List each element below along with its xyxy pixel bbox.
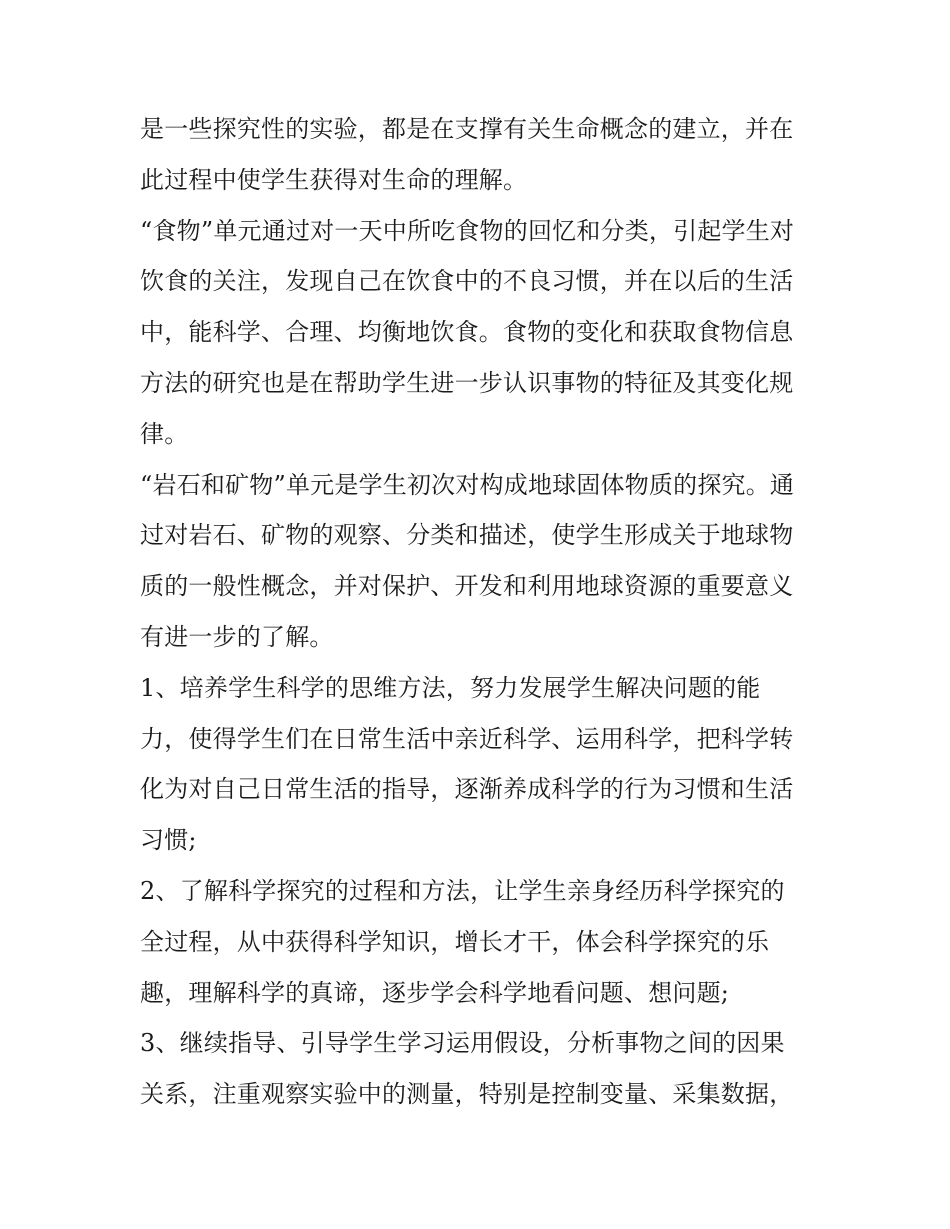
text-line: 饮食的关注，发现自己在饮食中的不良习惯，并在以后的生活 xyxy=(140,267,794,296)
text-line: “食物”单元通过对一天中所吃食物的回忆和分类，引起学生对 xyxy=(140,216,795,245)
text-line: 方法的研究也是在帮助学生进一步认识事物的特征及其变化规 xyxy=(140,368,794,397)
text-line: 趣，理解科学的真谛，逐步学会科学地看问题、想问题; xyxy=(140,978,730,1007)
text-line: 力，使得学生们在日常生活中亲近科学、运用科学，把科学转 xyxy=(140,724,794,753)
text-line: 关系，注重观察实验中的测量，特别是控制变量、采集数据， xyxy=(140,1080,794,1109)
text-line: 律。 xyxy=(140,419,189,448)
text-line: 1、培养学生科学的思维方法，努力发展学生解决问题的能 xyxy=(140,673,761,702)
text-line: 是一些探究性的实验，都是在支撑有关生命概念的建立，并在 xyxy=(140,115,794,143)
text-line: 有进一步的了解。 xyxy=(140,622,334,651)
text-line: 中，能科学、合理、均衡地饮食。食物的变化和获取食物信息 xyxy=(140,318,794,347)
text-line: 2、了解科学探究的过程和方法，让学生亲身经历科学探究的 xyxy=(140,876,785,905)
text-line: 过对岩石、矿物的观察、分类和描述，使学生形成关于地球物 xyxy=(140,521,794,550)
text-line: 质的一般性概念，并对保护、开发和利用地球资源的重要意义 xyxy=(140,572,794,601)
text-line: “岩石和矿物”单元是学生初次对构成地球固体物质的探究。通 xyxy=(140,470,795,499)
text-line: 此过程中使学生获得对生命的理解。 xyxy=(140,165,528,194)
text-line: 全过程，从中获得科学知识，增长才干，体会科学探究的乐 xyxy=(140,927,770,956)
text-line: 习惯; xyxy=(140,826,197,855)
text-line: 3、继续指导、引导学生学习运用假设，分析事物之间的因果 xyxy=(140,1029,785,1058)
text-line: 化为对自己日常生活的指导，逐渐养成科学的行为习惯和生活 xyxy=(140,775,794,804)
document-body xyxy=(140,104,820,1120)
